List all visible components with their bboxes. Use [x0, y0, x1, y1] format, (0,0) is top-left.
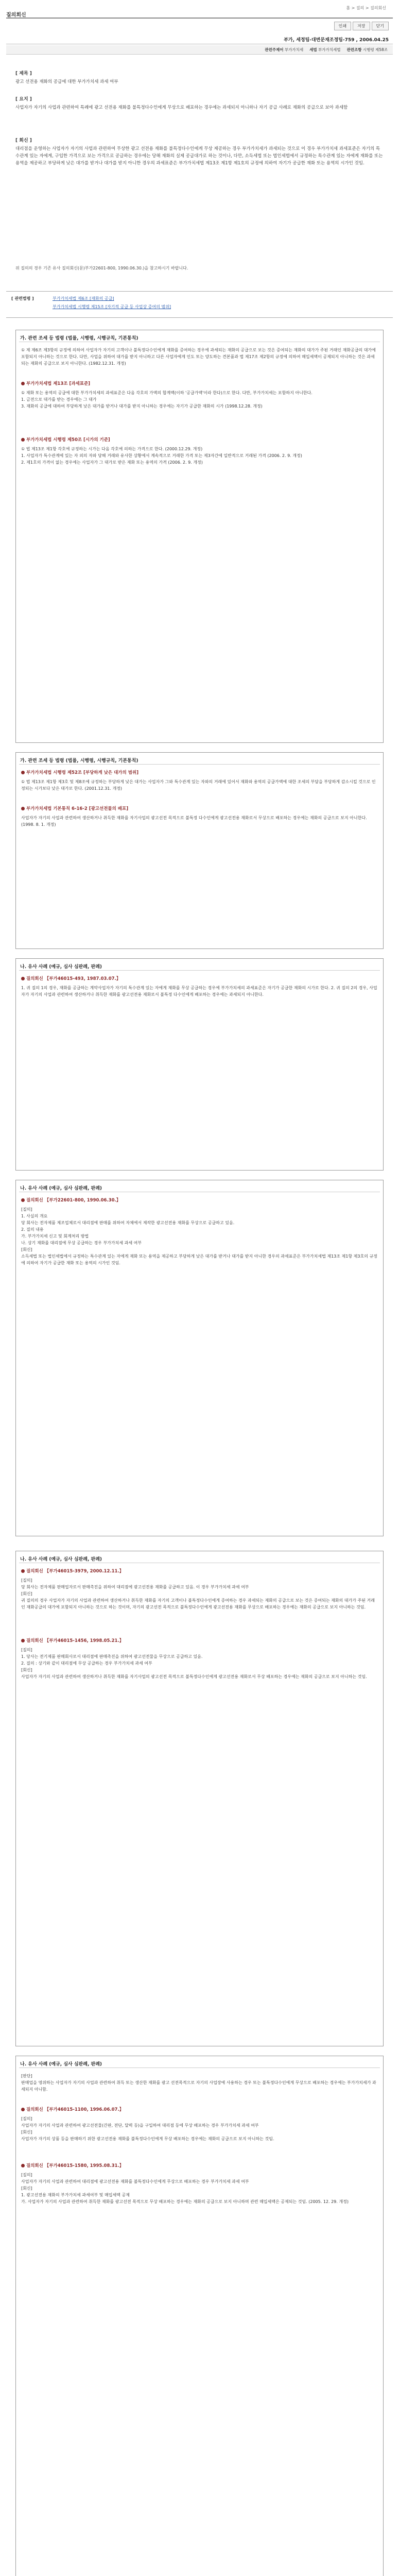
reference-box	[15, 1551, 384, 2046]
reference-item-title-text: 질의회신 【부가46015-493, 1987.03.07.】	[26, 976, 121, 981]
reply-heading: [ 회신 ]	[15, 138, 32, 143]
reference-item-body: [질의] 1. 당사는 전기제품 판매회사로서 대리점에 판매촉진을 위하여 광고선전물을 무상으로 공급하고 있음. 2. 질의 : 상기와 같이 대리점에 무상 공급하는 경우 부가가치세 과세 여부 [회신] 사업자가 자기의 사업과 관련하여 생산하거나 취득한 재화를 자기사업의 광고선전 목적으로 불특정다수인에게 광고선전용 재화로서 무상 배포하는 경우에는 재화의 공급으로 보지 아니하는 것임.	[21, 1648, 367, 1679]
reference-item-body: [질의] 사업자가 자기의 사업과 관련하여 광고선전물(간판, 전단, 달력 등)을 구입하여 대리점 등에 무상 배포하는 경우 부가가치세 과세 여부 [회신] 사업자가 자기의 상품 등을 판매하기 위한 광고선전용 재화를 불특정다수인에게 무상 배포하는 경우에는 재화의 공급으로 보지 아니하는 것임.	[21, 2116, 274, 2141]
reply-body: 대리점을 운영하는 사업자가 자기의 사업과 관련하여 무상한 광고 선전용 재화를 불특정다수인에게 무상 제공하는 경우 부가가치세가 과세되는 것으로 이 경우 부가가치세 과세표준은 자기의 특수관계 있는 자에게, 구입한 가격으로 보는 가격으로 공급하는 경우에는 당해 재화의 실제 공급대가로 하는 것이나, 다만, 소득세법 또는 법인세법에서 규정하는 특수관계 있는 자에게 재화를 또는 용역을 제공하고 부당하게 낮은 대가를 받거나 대가를 받지 아니한 경우의 과세표준은 부가가치세법 제13조 제1항 제1호의 규정에 의하여 자기가 공급한 재화 또는 용역의 시가인 것임.	[15, 146, 383, 166]
reference-item-title-text: 질의회신 【부가46015-1580, 1995.08.31.】	[26, 2163, 124, 2168]
box-divider	[19, 764, 380, 765]
reference-item-body: ① 법 제13조 제1항 각호에 규정하는 시가는 다음 각호에 의하는 가격으로 한다. (2000.12.29. 개정) 1. 사업자가 특수관계에 있는 자 외의 자와 당해 거래와 유사한 상황에서 계속적으로 거래한 가격 또는 제3자간에 일반적으로 거래된 가격 (2006. 2. 9. 개정) 2. 제1호의 가격이 없는 경우에는 사업자가 그 대가로 받은 재화 또는 용역의 가격 (2006. 2. 9. 개정)	[21, 447, 302, 465]
title-heading: [ 제목 ]	[15, 71, 32, 76]
reference-item-title	[21, 1568, 124, 1574]
related-law-link[interactable]: 부가가치세법 시행령 제15조 [자기적 공급 등 사업상 증여의 범위]	[53, 304, 171, 309]
reply-note: 위 질의의 경우 기존 유사 질의회신(문)부가22601-800, 1990.06.30.)을 참고하시기 바랍니다.	[15, 266, 188, 270]
reference-item-title-text: 부가가치세법 기본통칙 6-16-2 [광고선전물의 배포]	[26, 806, 129, 811]
save-button[interactable]: 저장	[353, 22, 370, 30]
reference-item-title	[21, 975, 120, 981]
bullet-icon	[21, 382, 25, 385]
reference-item-title-text: 질의회신 【부가46015-1456, 1998.05.21.】	[26, 1638, 124, 1643]
reference-box-heading: 나. 유사 사례 (예규, 심사 심판례, 판례)	[20, 1557, 102, 1562]
bullet-icon	[21, 438, 25, 442]
bullet-icon	[21, 1569, 25, 1573]
reference-item-title-text: 질의회신 【부가46015-1100, 1996.06.07.】	[26, 2107, 124, 2112]
close-button[interactable]: 닫기	[372, 22, 389, 30]
reference-item-title	[21, 2106, 124, 2112]
reference-item-body: ① 제 제6조 제3항의 규정에 의하여 사업자가 자기의 고객이나 불특정다수인에게 재화를 증여하는 경우에 과세되는 재화의 공급으로 보는 것은 증여되는 재화의 대가가 주된 거래인 재화공급의 대가에 포함되지 아니하는 것으로 한다. 다만, 사업을 위하여 대가를 받지 아니하고 다른 사업자에게 인도 또는 양도하는 견본품과 법 제17조 제2항의 규정에 의하여 매입세액이 공제되지 아니하는 것은 과세되는 재화의 공급으로 보지 아니한다. (1982.12.31. 개정)	[21, 348, 377, 366]
meta-value: 부가가치세법	[318, 47, 341, 52]
reference-item-title	[21, 805, 128, 811]
meta-value: 시행령 제58조	[362, 47, 388, 52]
reference-box-heading: 나. 유사 사례 (예규, 심사 심판례, 판례)	[20, 2062, 102, 2067]
box-divider	[19, 970, 380, 971]
reference-item-title-text: 부가가치세법 제13조 [과세표준]	[26, 381, 91, 386]
reference-box-heading: 나. 유사 사례 (예규, 심사 심판례, 판례)	[20, 964, 102, 970]
reference-item-title-text: 부가가치세법 시행령 제52조 [부당하게 낮은 대가의 범위]	[26, 770, 138, 775]
meta-value: 부가가치세	[284, 47, 304, 52]
reference-box-heading: 가. 관련 조세 등 법령 (법률, 시행령, 시행규칙, 기본통칙)	[20, 336, 138, 341]
print-button[interactable]: 인쇄	[334, 22, 351, 30]
related-law-link[interactable]: 부가가치세법 제6조 [재화의 공급]	[53, 296, 114, 301]
reference-box	[15, 958, 384, 1171]
reference-item-body: 1. 귀 질의 1의 경우, 재화를 공급하는 계약사업자가 자기의 특수관계 있는 자에게 재화를 무상 공급하는 경우에 부가가치세의 과세표준은 자기가 공급한 재화의 시가로 한다. 2. 귀 질의 2의 경우, 사업자가 자기의 사업과 관련하여 생산하거나 취득한 재화를 광고선전용 재화로서 불특정 다수인에게 배포하는 경우에는 과세되지 아니한다.	[21, 986, 377, 997]
reference-item-title	[21, 1637, 124, 1643]
reference-box	[15, 1180, 384, 1536]
reference-box	[15, 2056, 384, 2576]
reference-item-body: 사업자가 자기의 사업과 관련하여 생산하거나 취득한 재화를 자기사업의 광고선전 목적으로 불특정 다수인에게 광고선전용 재화로서 무상으로 배포하는 경우에는 재화의 공급으로 보지 아니한다. (1998. 8. 1. 개정)	[21, 816, 369, 827]
reference-item-body: [질의] 사업자가 자기의 사업과 관련하여 대리점에 광고선전용 재화를 불특정다수인에게 무상으로 배포하는 경우 부가가치세 과세 여부 [회신] 1. 광고선전용 재화의 부가가치세 과세여부 및 매입세액 공제 가. 사업자가 자기의 사업과 관련하여 취득한 재화를 광고선전 목적으로 무상 배포하는 경우에는 재화의 공급으로 보지 아니하며 관련 매입세액은 공제되는 것임. (2005. 12. 29. 개정)	[21, 2173, 349, 2204]
title-divider	[6, 18, 393, 19]
reference-item-body: [판단] 판매업을 영위하는 사업자가 자기의 사업과 관련하여 취득 또는 생산한 재화를 광고 선전목적으로 자기의 사업장에 사용하는 경우 또는 불특정다수인에게 무상으로 배포하는 경우에는 부가가치세가 과세되지 아니함.	[21, 2074, 376, 2092]
breadcrumb: 홈 > 질의 > 질의회신	[346, 6, 386, 10]
reference-item-title-text: 질의회신 【부가22601-800, 1990.06.30.】	[26, 1198, 121, 1203]
reference-item-title	[21, 436, 110, 443]
reference-box-heading: 나. 유사 사례 (예규, 심사 심판례, 판례)	[20, 1186, 102, 1191]
reference-item-title-text: 질의회신 【부가46015-3979, 2000.12.11.】	[26, 1569, 124, 1574]
related-heading: [ 관련법령 ]	[11, 296, 34, 301]
reference-item-title	[21, 1197, 120, 1203]
page-title: 질의회신	[6, 12, 26, 18]
bullet-icon	[21, 807, 25, 810]
bullet-icon	[21, 1639, 25, 1642]
meta-key: 관련주제어	[265, 47, 284, 52]
reference-item-body: ① 재화 또는 용역의 공급에 대한 부가가치세의 과세표준은 다음 각호의 가액의 합계액(이하 '공급가액'이라 한다)으로 한다. 다만, 부가가치세는 포함하지 아니한다. 1. 금전으로 대가를 받는 경우에는 그 대가 3. 재화의 공급에 대하여 부당하게 낮은 대가를 받거나 대가를 받지 아니하는 경우에는 자기가 공급한 재화의 시가 (1998.12.28. 개정)	[21, 391, 313, 409]
bullet-icon	[21, 2164, 25, 2167]
summary-body: 사업자가 자기의 사업과 관련하여 특례에 광고 선전용 재화를 불특정다수인에게 무상으로 배포하는 경우에는 과세되지 아니하나 자기 공급 사례로 재화의 공급으로 보아 과세함	[15, 105, 348, 110]
meta-key: 세법	[309, 47, 317, 52]
reference-box	[15, 752, 384, 949]
bullet-icon	[21, 977, 25, 980]
top-bar	[0, 0, 399, 15]
reference-item-title	[21, 2162, 124, 2168]
related-laws	[6, 291, 393, 318]
reference-item-body: [질의] 당 회사는 전자제품 판매업자로서 판매촉진을 위하여 대리점에 광고선전용 재화를 공급하고 있음. 이 경우 부가가치세 과세 여부 [회신] 귀 질의의 경우 사업자가 자기의 사업과 관련하여 생산하거나 취득한 재화를 자기의 고객이나 불특정다수인에게 증여하는 경우 과세되는 재화의 공급으로 보는 것은 증여되는 재화의 대가가 주된 거래인 재화공급의 대가에 포함되지 아니하는 것으로 하는 것이며, 자기의 광고선전 목적으로 불특정다수인에게 광고선전용 재화를 무상으로 배포하는 경우에는 재화의 공급으로 보지 아니하는 것임.	[21, 1578, 375, 1609]
bullet-icon	[21, 1198, 25, 1202]
summary-heading: [ 요지 ]	[15, 97, 32, 102]
reference-item-title	[21, 769, 138, 775]
box-divider	[19, 2067, 380, 2068]
reference-box	[15, 330, 384, 743]
reference-item-body: [질의] 1. 사실의 개요 당 회사는 전자제품 제조업체로서 대리점에 판매를 위하여 자체에서 제작한 광고선전용 재화를 무상으로 공급하고 있음. 2. 질의 내용 가. 부가가치세 신고 및 회계처리 방법 나. 상기 재화를 대리점에 무상 공급하는 경우 부가가치세 과세 여부 [회신] 소득세법 또는 법인세법에서 규정하는 특수관계 있는 자에게 재화 또는 용역을 제공하고 부당하게 낮은 대가를 받거나 대가를 받지 아니한 경우의 과세표준은 부가가치세법 제13조 제1항 제3호의 규정에 의하여 자기가 공급한 재화 또는 용역의 시가인 것임.	[21, 1207, 377, 1265]
reference-item-title-text: 부가가치세법 시행령 제50조 [시가의 기준]	[26, 437, 110, 443]
document-number: 부가, 세정팀-대변문재조정팀-759 , 2006.04.25	[284, 38, 389, 43]
title-body: 광고 선전용 재화의 공급에 대한 부가가치세 과세 여부	[15, 79, 118, 84]
bullet-icon	[21, 771, 25, 774]
toolbar	[334, 22, 389, 30]
reference-item-title	[21, 380, 90, 386]
meta-key: 관련조항	[346, 47, 362, 52]
document-meta	[6, 45, 393, 55]
reference-box-heading: 가. 관련 조세 등 법령 (법률, 시행령, 시행규칙, 기본통칙)	[20, 758, 138, 764]
bullet-icon	[21, 2108, 25, 2111]
reference-item-body: ① 법 제13조 제1항 제3호 및 제8조에 규정하는 부당하게 낮은 대가는 사업자가 그와 특수관계 있는 자와의 거래에 있어서 재화와 용역의 공급가액에 대한 조세의 부담을 부당하게 감소시킬 것으로 인정되는 시가보다 낮은 대가로 한다. (2001.12.31. 개정)	[21, 779, 376, 791]
